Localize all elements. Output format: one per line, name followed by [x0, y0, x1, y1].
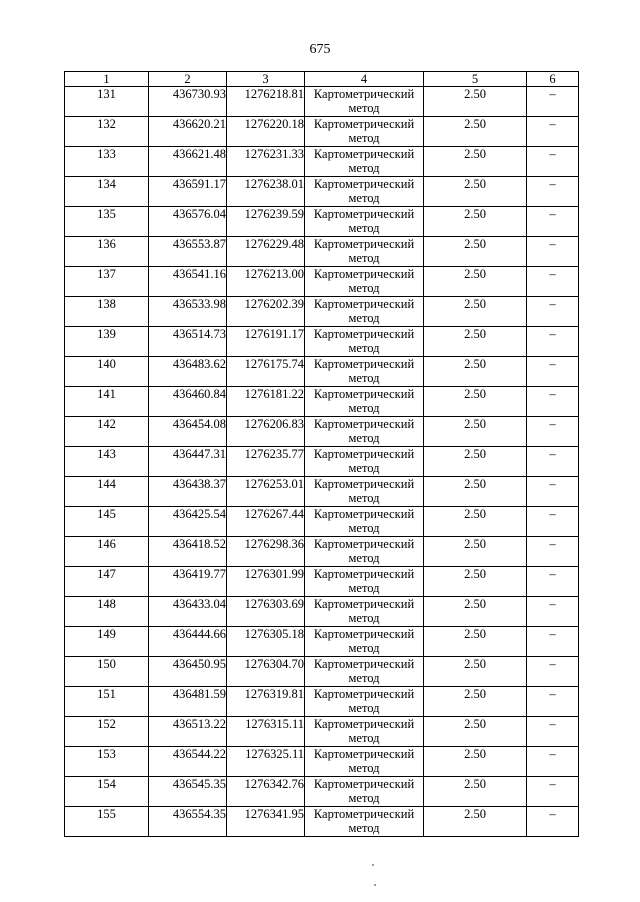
method-cell: Картометрический метод [305, 87, 424, 117]
accuracy-cell: 2.50 [424, 237, 527, 267]
accuracy-cell: 2.50 [424, 177, 527, 207]
accuracy-cell: 2.50 [424, 297, 527, 327]
note-cell: – [527, 657, 579, 687]
note-cell: – [527, 447, 579, 477]
note-cell: – [527, 627, 579, 657]
table-row [65, 507, 579, 537]
accuracy-cell: 2.50 [424, 357, 527, 387]
x-coordinate-cell: 436419.77 [149, 567, 227, 597]
y-coordinate-cell: 1276253.01 [227, 477, 305, 507]
x-coordinate-cell: 436425.54 [149, 507, 227, 537]
note-cell: – [527, 147, 579, 177]
table-row [65, 357, 579, 387]
x-coordinate-cell: 436454.08 [149, 417, 227, 447]
table-body [65, 87, 579, 837]
note-cell: – [527, 297, 579, 327]
accuracy-cell: 2.50 [424, 327, 527, 357]
table-row [65, 447, 579, 477]
y-coordinate-cell: 1276213.00 [227, 267, 305, 297]
note-cell: – [527, 717, 579, 747]
point-number-cell: 136 [65, 237, 149, 267]
y-coordinate-cell: 1276235.77 [227, 447, 305, 477]
x-coordinate-cell: 436444.66 [149, 627, 227, 657]
table-row [65, 537, 579, 567]
coordinates-table [64, 71, 579, 837]
method-cell: Картометрический метод [305, 207, 424, 237]
note-cell: – [527, 477, 579, 507]
point-number-cell: 152 [65, 717, 149, 747]
accuracy-cell: 2.50 [424, 117, 527, 147]
note-cell: – [527, 687, 579, 717]
point-number-cell: 153 [65, 747, 149, 777]
point-number-cell: 133 [65, 147, 149, 177]
point-number-cell: 149 [65, 627, 149, 657]
point-number-cell: 132 [65, 117, 149, 147]
y-coordinate-cell: 1276303.69 [227, 597, 305, 627]
accuracy-cell: 2.50 [424, 597, 527, 627]
note-cell: – [527, 597, 579, 627]
x-coordinate-cell: 436544.22 [149, 747, 227, 777]
scan-speck [372, 864, 374, 866]
table-row [65, 717, 579, 747]
table-row [65, 477, 579, 507]
table-row [65, 597, 579, 627]
method-cell: Картометрический метод [305, 237, 424, 267]
header-row [65, 72, 579, 87]
y-coordinate-cell: 1276239.59 [227, 207, 305, 237]
method-cell: Картометрический метод [305, 447, 424, 477]
note-cell: – [527, 267, 579, 297]
point-number-cell: 145 [65, 507, 149, 537]
table-row [65, 687, 579, 717]
x-coordinate-cell: 436545.35 [149, 777, 227, 807]
point-number-cell: 131 [65, 87, 149, 117]
point-number-cell: 135 [65, 207, 149, 237]
page-number: 675 [309, 42, 331, 57]
column-header: 1 [65, 72, 149, 87]
table-header [65, 72, 579, 87]
x-coordinate-cell: 436513.22 [149, 717, 227, 747]
point-number-cell: 141 [65, 387, 149, 417]
table-row [65, 777, 579, 807]
method-cell: Картометрический метод [305, 297, 424, 327]
method-cell: Картометрический метод [305, 537, 424, 567]
table-row [65, 87, 579, 117]
point-number-cell: 155 [65, 807, 149, 837]
column-header: 2 [149, 72, 227, 87]
x-coordinate-cell: 436483.62 [149, 357, 227, 387]
method-cell: Картометрический метод [305, 657, 424, 687]
y-coordinate-cell: 1276315.11 [227, 717, 305, 747]
y-coordinate-cell: 1276220.18 [227, 117, 305, 147]
accuracy-cell: 2.50 [424, 717, 527, 747]
y-coordinate-cell: 1276267.44 [227, 507, 305, 537]
table-row [65, 147, 579, 177]
table-row [65, 117, 579, 147]
table-row [65, 297, 579, 327]
accuracy-cell: 2.50 [424, 627, 527, 657]
point-number-cell: 143 [65, 447, 149, 477]
table-row [65, 177, 579, 207]
y-coordinate-cell: 1276325.11 [227, 747, 305, 777]
point-number-cell: 154 [65, 777, 149, 807]
note-cell: – [527, 417, 579, 447]
point-number-cell: 142 [65, 417, 149, 447]
column-header: 4 [305, 72, 424, 87]
note-cell: – [527, 87, 579, 117]
point-number-cell: 147 [65, 567, 149, 597]
y-coordinate-cell: 1276218.81 [227, 87, 305, 117]
method-cell: Картометрический метод [305, 117, 424, 147]
y-coordinate-cell: 1276181.22 [227, 387, 305, 417]
column-header: 6 [527, 72, 579, 87]
table-row [65, 747, 579, 777]
x-coordinate-cell: 436418.52 [149, 537, 227, 567]
accuracy-cell: 2.50 [424, 537, 527, 567]
accuracy-cell: 2.50 [424, 507, 527, 537]
x-coordinate-cell: 436447.31 [149, 447, 227, 477]
x-coordinate-cell: 436438.37 [149, 477, 227, 507]
accuracy-cell: 2.50 [424, 87, 527, 117]
method-cell: Картометрический метод [305, 507, 424, 537]
accuracy-cell: 2.50 [424, 417, 527, 447]
y-coordinate-cell: 1276305.18 [227, 627, 305, 657]
x-coordinate-cell: 436514.73 [149, 327, 227, 357]
point-number-cell: 139 [65, 327, 149, 357]
x-coordinate-cell: 436621.48 [149, 147, 227, 177]
accuracy-cell: 2.50 [424, 207, 527, 237]
method-cell: Картометрический метод [305, 747, 424, 777]
note-cell: – [527, 117, 579, 147]
accuracy-cell: 2.50 [424, 447, 527, 477]
note-cell: – [527, 747, 579, 777]
method-cell: Картометрический метод [305, 147, 424, 177]
y-coordinate-cell: 1276175.74 [227, 357, 305, 387]
accuracy-cell: 2.50 [424, 687, 527, 717]
y-coordinate-cell: 1276231.33 [227, 147, 305, 177]
accuracy-cell: 2.50 [424, 147, 527, 177]
method-cell: Картометрический метод [305, 177, 424, 207]
note-cell: – [527, 327, 579, 357]
y-coordinate-cell: 1276191.17 [227, 327, 305, 357]
accuracy-cell: 2.50 [424, 267, 527, 297]
x-coordinate-cell: 436481.59 [149, 687, 227, 717]
method-cell: Картометрический метод [305, 327, 424, 357]
x-coordinate-cell: 436460.84 [149, 387, 227, 417]
y-coordinate-cell: 1276238.01 [227, 177, 305, 207]
x-coordinate-cell: 436541.16 [149, 267, 227, 297]
y-coordinate-cell: 1276298.36 [227, 537, 305, 567]
x-coordinate-cell: 436554.35 [149, 807, 227, 837]
method-cell: Картометрический метод [305, 267, 424, 297]
table-row [65, 207, 579, 237]
note-cell: – [527, 807, 579, 837]
accuracy-cell: 2.50 [424, 477, 527, 507]
point-number-cell: 137 [65, 267, 149, 297]
y-coordinate-cell: 1276319.81 [227, 687, 305, 717]
method-cell: Картометрический метод [305, 687, 424, 717]
y-coordinate-cell: 1276229.48 [227, 237, 305, 267]
column-header: 3 [227, 72, 305, 87]
note-cell: – [527, 507, 579, 537]
point-number-cell: 146 [65, 537, 149, 567]
x-coordinate-cell: 436450.95 [149, 657, 227, 687]
method-cell: Картометрический метод [305, 417, 424, 447]
table-row [65, 327, 579, 357]
point-number-cell: 144 [65, 477, 149, 507]
method-cell: Картометрический метод [305, 807, 424, 837]
y-coordinate-cell: 1276304.70 [227, 657, 305, 687]
table-row [65, 237, 579, 267]
table-row [65, 657, 579, 687]
accuracy-cell: 2.50 [424, 387, 527, 417]
y-coordinate-cell: 1276206.83 [227, 417, 305, 447]
y-coordinate-cell: 1276301.99 [227, 567, 305, 597]
method-cell: Картометрический метод [305, 477, 424, 507]
y-coordinate-cell: 1276341.95 [227, 807, 305, 837]
y-coordinate-cell: 1276202.39 [227, 297, 305, 327]
note-cell: – [527, 777, 579, 807]
note-cell: – [527, 387, 579, 417]
point-number-cell: 148 [65, 597, 149, 627]
table-row [65, 807, 579, 837]
point-number-cell: 134 [65, 177, 149, 207]
accuracy-cell: 2.50 [424, 567, 527, 597]
method-cell: Картометрический метод [305, 717, 424, 747]
x-coordinate-cell: 436620.21 [149, 117, 227, 147]
accuracy-cell: 2.50 [424, 657, 527, 687]
note-cell: – [527, 237, 579, 267]
method-cell: Картометрический метод [305, 567, 424, 597]
point-number-cell: 138 [65, 297, 149, 327]
method-cell: Картометрический метод [305, 387, 424, 417]
x-coordinate-cell: 436433.04 [149, 597, 227, 627]
table-row [65, 627, 579, 657]
point-number-cell: 151 [65, 687, 149, 717]
table-row [65, 267, 579, 297]
table-row [65, 417, 579, 447]
note-cell: – [527, 567, 579, 597]
method-cell: Картометрический метод [305, 597, 424, 627]
note-cell: – [527, 537, 579, 567]
method-cell: Картометрический метод [305, 357, 424, 387]
method-cell: Картометрический метод [305, 777, 424, 807]
accuracy-cell: 2.50 [424, 747, 527, 777]
x-coordinate-cell: 436591.17 [149, 177, 227, 207]
note-cell: – [527, 357, 579, 387]
note-cell: – [527, 177, 579, 207]
accuracy-cell: 2.50 [424, 807, 527, 837]
y-coordinate-cell: 1276342.76 [227, 777, 305, 807]
x-coordinate-cell: 436730.93 [149, 87, 227, 117]
table-row [65, 387, 579, 417]
column-header: 5 [424, 72, 527, 87]
x-coordinate-cell: 436533.98 [149, 297, 227, 327]
point-number-cell: 150 [65, 657, 149, 687]
x-coordinate-cell: 436553.87 [149, 237, 227, 267]
note-cell: – [527, 207, 579, 237]
table-row [65, 567, 579, 597]
x-coordinate-cell: 436576.04 [149, 207, 227, 237]
point-number-cell: 140 [65, 357, 149, 387]
scan-speck [374, 884, 376, 886]
method-cell: Картометрический метод [305, 627, 424, 657]
accuracy-cell: 2.50 [424, 777, 527, 807]
